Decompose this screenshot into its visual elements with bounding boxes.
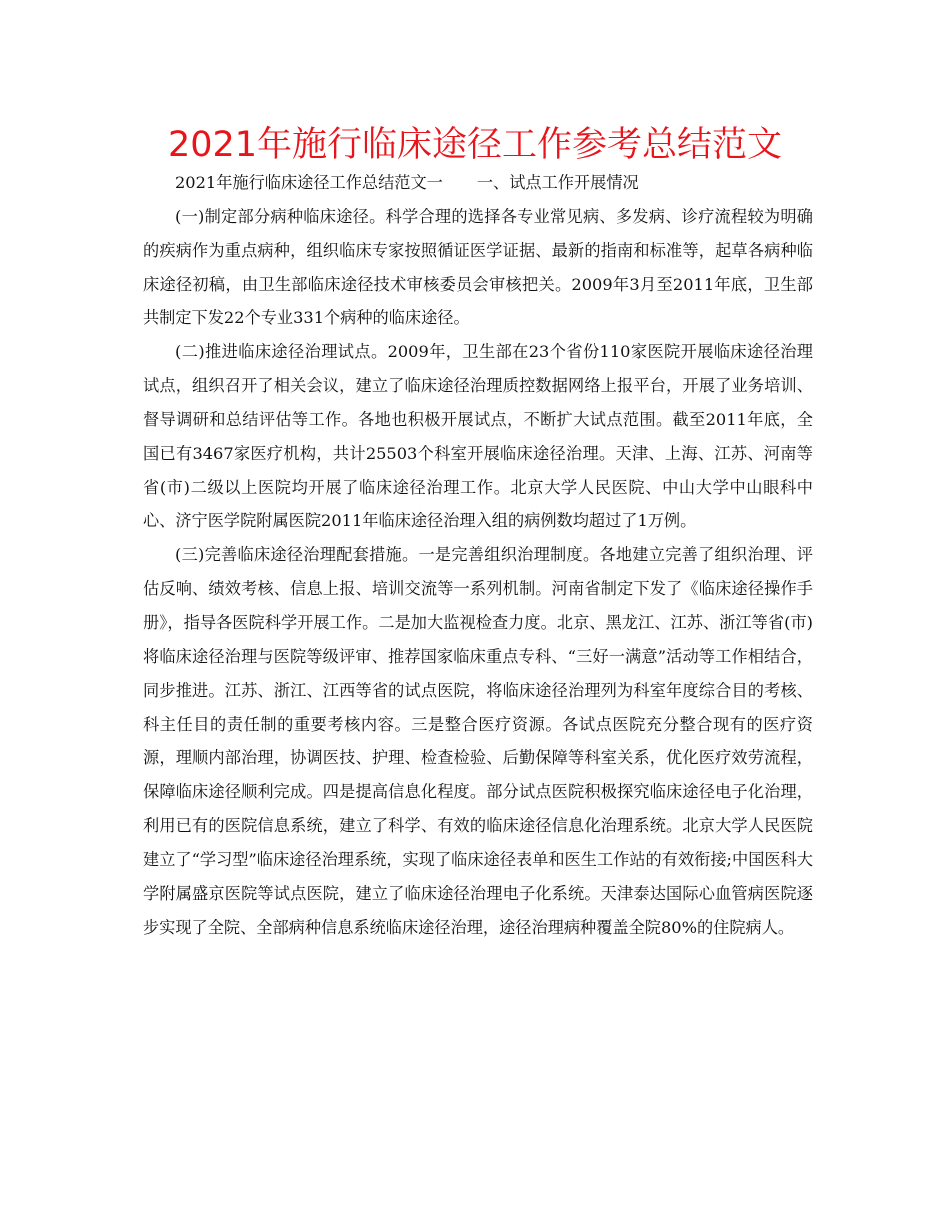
document-title: 2021年施行临床途径工作参考总结范文 <box>167 125 783 165</box>
document-body <box>143 166 813 944</box>
paragraph-1: (一)制定部分病种临床途径。科学合理的选择各专业常见病、多发病、诊疗流程较为明确的疾病作为重点病种，组织临床专家按照循证医学证据、最新的指南和标准等，起草各病种临床途径初稿，由卫生部临床途径技术审核委员会审核把关。2009年3月至2011年底，卫生部共制定下发22个专业331个病种的临床途径。 <box>143 206 813 328</box>
paragraph-2: (二)推进临床途径治理试点。2009年，卫生部在23个省份110家医院开展临床途径治理试点，组织召开了相关会议，建立了临床途径治理质控数据网络上报平台，开展了业务培训、督导调研和总结评估等工作。各地也积极开展试点，不断扩大试点范围。截至2011年底，全国已有3467家医疗机构，共计25503个科室开展临床途径治理。天津、上海、江苏、河南等省(市)二级以上医院均开展了临床途径治理工作。北京大学人民医院、中山大学中山眼科中心、济宁医学院附属医院2011年临床途径治理入组的病例数均超过了1万例。 <box>143 342 813 531</box>
paragraph-3: (三)完善临床途径治理配套措施。一是完善组织治理制度。各地建立完善了组织治理、评估反响、绩效考核、信息上报、培训交流等一系列机制。河南省制定下发了《临床途径操作手册》，指导各医院科学开展工作。二是加大监视检查力度。北京、黑龙江、江苏、浙江等省(市)将临床途径治理与医院等级评审、推荐国家临床重点专科、“三好一满意”活动等工作相结合，同步推进。江苏、浙江、江西等省的试点医院，将临床途径治理列为科室年度综合目的考核、科主任目的责任制的重要考核内容。三是整合医疗资源。各试点医院充分整合现有的医疗资源，理顺内部治理，协调医技、护理、检查检验、后勤保障等科室关系，优化医疗效劳流程，保障临床途径顺利完成。四是提高信息化程度。部分试点医院积极探究临床途径电子化治理，利用已有的医院信息系统，建立了科学、有效的临床途径信息化治理系统。北京大学人民医院建立了“学习型”临床途径治理系统，实现了临床途径表单和医生工作站的有效衔接;中国医科大学附属盛京医院等试点医院，建立了临床途径治理电子化系统。天津泰达国际心血管病医院逐步实现了全院、全部病种信息系统临床途径治理，途径治理病种覆盖全院80%的住院病人。 <box>143 545 813 937</box>
subtitle-right: 一、试点工作开展情况 <box>476 173 639 192</box>
subtitle-left: 2021年施行临床途径工作总结范文一 <box>175 173 443 192</box>
subtitle-line <box>143 166 813 200</box>
